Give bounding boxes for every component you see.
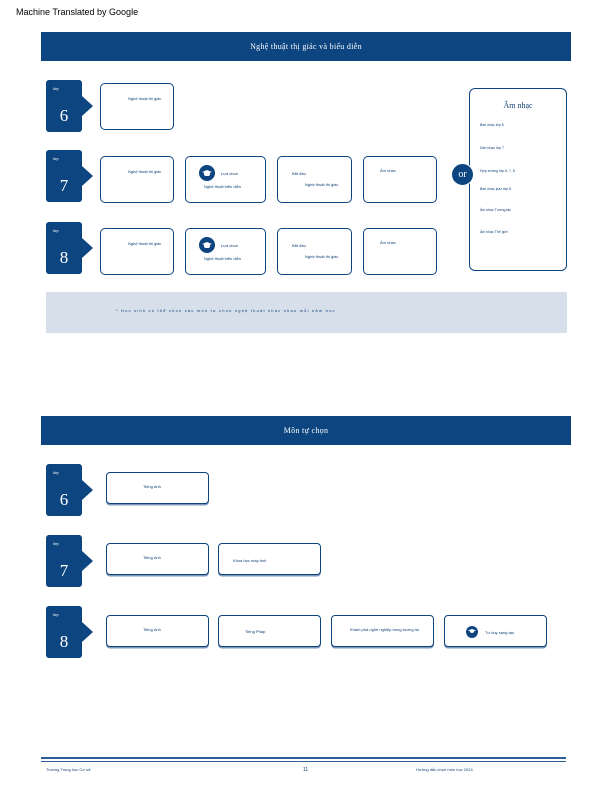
note-text: * Học sinh có thể chọn các môn tự chọn nghệ thuật khác nhau mỗi năm học [116, 308, 336, 313]
box-text: Khám phá nghề nghiệp trong tương lai [350, 627, 419, 632]
box-text: Nghệ thuật biểu diễn [204, 256, 241, 261]
g8-career-exploration-box [331, 615, 434, 647]
box-text: Nghệ thuật thị giác [128, 169, 162, 174]
box-text: Tiếng Anh [143, 627, 161, 632]
g8-performing-arts-box [185, 228, 266, 275]
g8-creative-thinking-box [444, 615, 547, 647]
g8-english-box [106, 615, 209, 647]
footer-rule [41, 761, 566, 762]
grade-number: 8 [59, 248, 69, 267]
grade-label: lớp [53, 541, 59, 546]
grade-number: 7 [59, 561, 69, 580]
footer-page-number: 11 [303, 767, 309, 773]
music-option: Âm nhạc Thế giới [480, 230, 508, 234]
g7-computer-science-box [218, 543, 321, 575]
box-text: Nghệ thuật thị giác [128, 241, 162, 246]
machine-translated-label: Machine Translated by Google [16, 7, 139, 17]
elective-grade-7-badge [46, 535, 82, 587]
grade-number: 7 [59, 176, 69, 195]
elective-grade-6-badge [46, 464, 82, 516]
g7-visual-arts-box [100, 156, 174, 203]
grade-number: 6 [59, 490, 69, 509]
grade-7-badge [46, 150, 82, 202]
music-option: Âm nhạc Tương tác [480, 208, 512, 212]
graduation-cap-icon [466, 626, 478, 638]
box-text: Âm nhạc [380, 240, 396, 245]
g8-intro-visual-arts-box [277, 228, 352, 275]
grade-label: lớp [53, 470, 59, 475]
g7-performing-arts-box [185, 156, 266, 203]
footer-right: Hướng dẫn chọn môn học 2024 [416, 767, 473, 772]
graduation-cap-icon [199, 165, 215, 181]
elective-grade-8-badge [46, 606, 82, 658]
music-option: Ban nhạc jazz lớp 8 [480, 187, 511, 191]
box-text: Tiếng Pháp [245, 629, 266, 634]
grade-label: lớp [53, 612, 59, 617]
g7-intro-visual-arts-box [277, 156, 352, 203]
g8-music-box [363, 228, 437, 275]
box-text: Nghệ thuật biểu diễn [204, 184, 241, 189]
box-text: Tiếng Anh [143, 555, 161, 560]
g6-visual-arts-box [100, 83, 174, 130]
grade-6-badge [46, 80, 82, 132]
music-option: Hợp xướng lớp 6, 7, 8 [480, 169, 515, 173]
box-text: Khoa học máy tính [233, 558, 267, 563]
box-text: Nghệ thuật thị giác [305, 182, 339, 187]
box-text: Nghệ thuật thị giác [305, 254, 339, 259]
grade-label: lớp [53, 86, 59, 91]
box-text: Nghệ thuật thị giác [128, 96, 162, 101]
arts-note [46, 292, 567, 333]
g7-music-box [363, 156, 437, 203]
music-title: Âm nhạc [503, 101, 533, 110]
footer-rule [41, 757, 566, 759]
box-text: Âm nhạc [380, 168, 396, 173]
music-options-panel [469, 88, 567, 271]
box-text: Lựa chọn [221, 243, 238, 248]
box-text: Bắt đầu [292, 171, 306, 176]
g6-english-box [106, 472, 209, 504]
box-text: Tiếng Anh [143, 484, 161, 489]
g8-french-box [218, 615, 321, 647]
grade-number: 8 [59, 632, 69, 651]
grade-label: lớp [53, 156, 59, 161]
arts-banner: Nghệ thuật thị giác và biểu diễn [41, 32, 571, 61]
g7-english-box [106, 543, 209, 575]
or-badge: or [451, 163, 474, 186]
footer-left: Trường Trung học Cơ sở [46, 767, 91, 772]
g8-visual-arts-box [100, 228, 174, 275]
box-text: Bắt đầu [292, 243, 306, 248]
electives-banner: Môn tự chọn [41, 416, 571, 445]
grade-8-badge [46, 222, 82, 274]
music-option: Dàn nhạc lớp 7 [480, 146, 504, 150]
grade-number: 6 [59, 106, 69, 125]
music-option: Ban nhạc lớp 6 [480, 123, 504, 127]
graduation-cap-icon [199, 237, 215, 253]
box-text: Lựa chọn [221, 171, 238, 176]
grade-label: lớp [53, 228, 59, 233]
box-text: Tư duy sáng tạo [485, 630, 515, 635]
